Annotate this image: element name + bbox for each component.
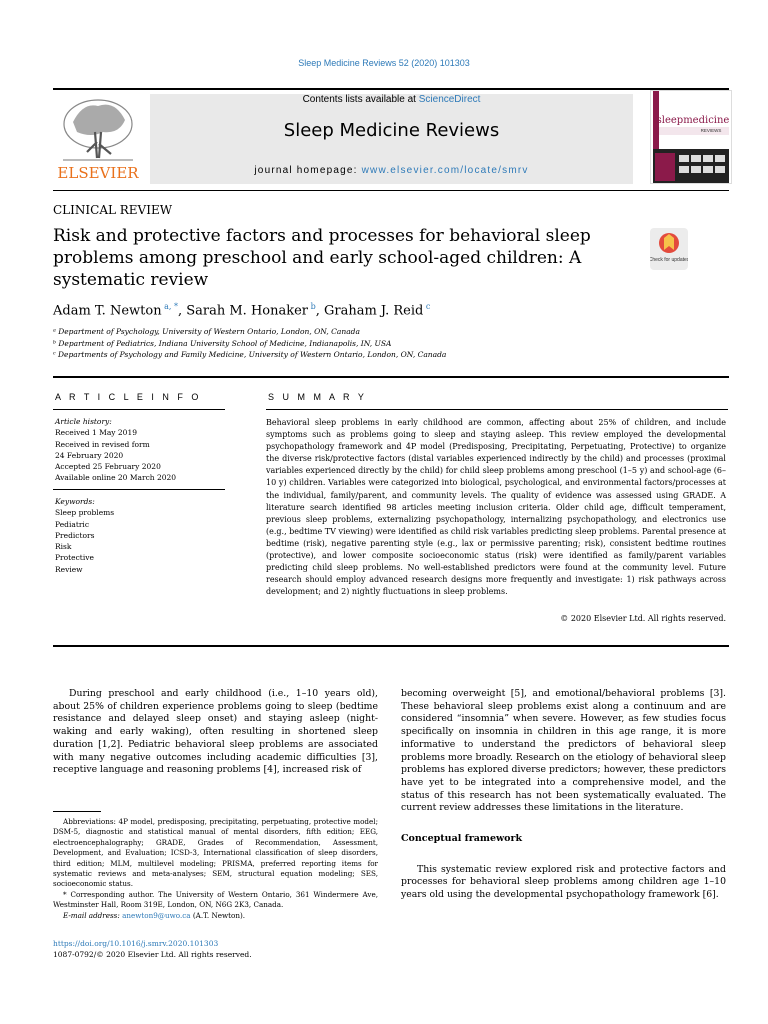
journal-homepage: journal homepage: www.elsevier.com/locate/smrv <box>254 165 529 176</box>
footnotes <box>53 817 378 921</box>
body-paragraph: This systematic review explored risk and protective factors and processes for behavioral sleep problems among children age 1–10 years old using the developmental psychopathology framework [6]. <box>401 863 726 901</box>
author-name[interactable]: Adam T. Newton <box>53 303 162 319</box>
summary-rule <box>266 409 728 410</box>
abbreviations-note: Abbreviations: 4P model, predisposing, precipitating, perpetuating, protective model; DSM-5, diagnostic and statistical manual of mental disorders, fifth edition; EEG, electroencephalography; GRADE, Grades of Recommendation, Assessment, Development, and Evaluation; ICSD-3, International classification of sleep disorders, third edition; MLM, multilevel modeling; PRISMA, preferred reporting items for systematic reviews and meta-analyses; SEM, structural equation modeling; SES, socioeconomic status. <box>53 817 378 889</box>
body-right-column <box>401 688 726 902</box>
affiliation: ᵃ Department of Psychology, University of Western Ontario, London, ON, Canada <box>53 327 360 336</box>
affiliation: ᵇ Department of Pediatrics, Indiana University School of Medicine, Indianapolis, IN, USA <box>53 339 392 348</box>
sciencedirect-link[interactable]: ScienceDirect <box>418 94 481 105</box>
body-paragraph: becoming overweight [5], and emotional/behavioral problems [3]. These behavioral sleep problems exist along a continuum and are considered “insomnia” when severe. However, as few studies focus specifically on insomnia in children in this age range, it is more informative to understand the predictors of behavioral sleep problems more broadly. Research on the etiology of behavioral sleep problems has explored diverse predictors; however, these predictors have yet to be integrated into a comprehensive model, and the status of this research has not been systematically evaluated. The current review addresses these limitations in the literature. <box>401 688 726 814</box>
summary-text: Behavioral sleep problems in early childhood are common, affecting about 25% of children, and include symptoms such as problems going to sleep and staying asleep. This review employed the developmental psychopathology framework and 4P model (Predisposing, Precipitating, Perpetuating, Protective) to organize the diverse risk/protective factors (distal variables experienced indirectly by the child) and processes (proximal variables experienced directly by the child) for child sleep problems among preschool (1–5 y) and school-age (6–10 y) children. Variables were categorized into biological, psychological, and environmental factors/processes at the individual, family/parent, and community levels. The quality of evidence was assessed using GRADE. A literature search identified 98 articles meeting inclusion criteria. Older child age, difficult temperament, previous sleep problems, externalizing psychopathology, internalizing psychopathology, and electronics use (e.g., bedtime TV viewing) were identified as child risk variables predicting sleep problems. Parental presence at bedtime (risk), negative parenting style (e.g., lax or permissive parenting; risk), consistent bedtime routines (protective), and lower composite socioeconomic status (risk) were identified as family/parent variables predicting child sleep problems. No well-established predictors were found at the community level. Future research should employ advanced research designs more frequently and investigate: 1) risk pathways across development; and 2) nightly fluctuations in sleep problems. <box>266 418 726 597</box>
keyword: Protective <box>55 553 94 563</box>
check-for-updates-badge[interactable] <box>650 228 688 270</box>
publisher-name: ELSEVIER <box>57 164 139 182</box>
info-rule <box>53 489 225 490</box>
elsevier-logo <box>53 92 143 182</box>
journal-title: Sleep Medicine Reviews <box>283 120 500 141</box>
keyword: Review <box>55 564 83 574</box>
author-affil-marker[interactable]: c <box>423 302 431 311</box>
issn-line: 1087-0792/© 2020 Elsevier Ltd. All rights reserved. <box>53 950 252 959</box>
article-info-heading: A R T I C L E I N F O <box>55 392 202 402</box>
section-label: CLINICAL REVIEW <box>53 203 173 217</box>
keyword: Pediatric <box>55 519 90 529</box>
author-name[interactable]: , Graham J. Reid <box>315 303 424 319</box>
cover-title: sleepmedicine <box>656 115 730 126</box>
journal-cover <box>650 90 732 184</box>
keyword: Risk <box>55 542 72 552</box>
email-note: E-mail address: anewton9@uwo.ca (A.T. Newton). <box>63 910 246 920</box>
keyword: Predictors <box>55 530 95 540</box>
section-heading: Conceptual framework <box>401 833 523 845</box>
summary-heading: S U M M A R Y <box>268 392 367 402</box>
homepage-link[interactable]: www.elsevier.com/locate/smrv <box>361 165 529 176</box>
header-separator <box>53 376 729 378</box>
masthead-bottom-rule <box>53 190 729 191</box>
email-link[interactable]: anewton9@uwo.ca <box>122 910 191 920</box>
check-badge-text: Check for updates <box>650 257 688 263</box>
article-title: Risk and protective factors and processes for behavioral sleep problems among preschool and early school-aged children: A systematic review <box>53 226 591 290</box>
keyword: Sleep problems <box>55 508 115 518</box>
author-list <box>53 302 430 318</box>
doi-block <box>53 938 252 960</box>
summary-copyright: © 2020 Elsevier Ltd. All rights reserved. <box>560 614 726 623</box>
author-affil-marker[interactable]: b <box>308 302 316 311</box>
corresponding-note: * Corresponding author. The University of Western Ontario, 361 Windermere Ave, Westminster Hall, Room 319E, London, ON, N6G 2K3, Canada. <box>53 889 378 910</box>
author-affil-marker[interactable]: a, * <box>161 302 178 311</box>
author-name[interactable]: , Sarah M. Honaker <box>177 303 309 319</box>
body-paragraph: During preschool and early childhood (i.e., 1–10 years old), about 25% of children experience problems going to sleep (bedtime resistance and delayed sleep onset) and staying asleep (night-waking and early waking), often resulting in shortened sleep duration [1,2]. Pediatric behavioral sleep problems are associated with many negative outcomes including academic difficulties [3], receptive language and reasoning problems [4], increased risk of <box>53 688 378 776</box>
footnote-rule <box>53 811 101 812</box>
doi-link[interactable]: https://doi.org/10.1016/j.smrv.2020.101303 <box>53 939 219 948</box>
body-separator <box>53 645 729 647</box>
article-history: Article history: Received 1 May 2019 Received in revised form 24 February 2020 Accepted 25 February 2020 Available online 20 March 2020 <box>55 417 177 483</box>
contents-line: Contents lists available at ScienceDirect <box>302 94 481 105</box>
info-rule <box>53 409 225 410</box>
body-left-column <box>53 688 378 777</box>
affiliation: ᶜ Departments of Psychology and Family Medicine, University of Western Ontario, London, ON, Canada <box>53 350 447 359</box>
masthead-top-rule <box>53 88 729 90</box>
running-head[interactable]: Sleep Medicine Reviews 52 (2020) 101303 <box>298 58 470 68</box>
cover-subtitle: REVIEWS <box>700 128 722 133</box>
keywords: Keywords: Sleep problems Pediatric Predictors Risk Protective Review <box>55 497 115 574</box>
